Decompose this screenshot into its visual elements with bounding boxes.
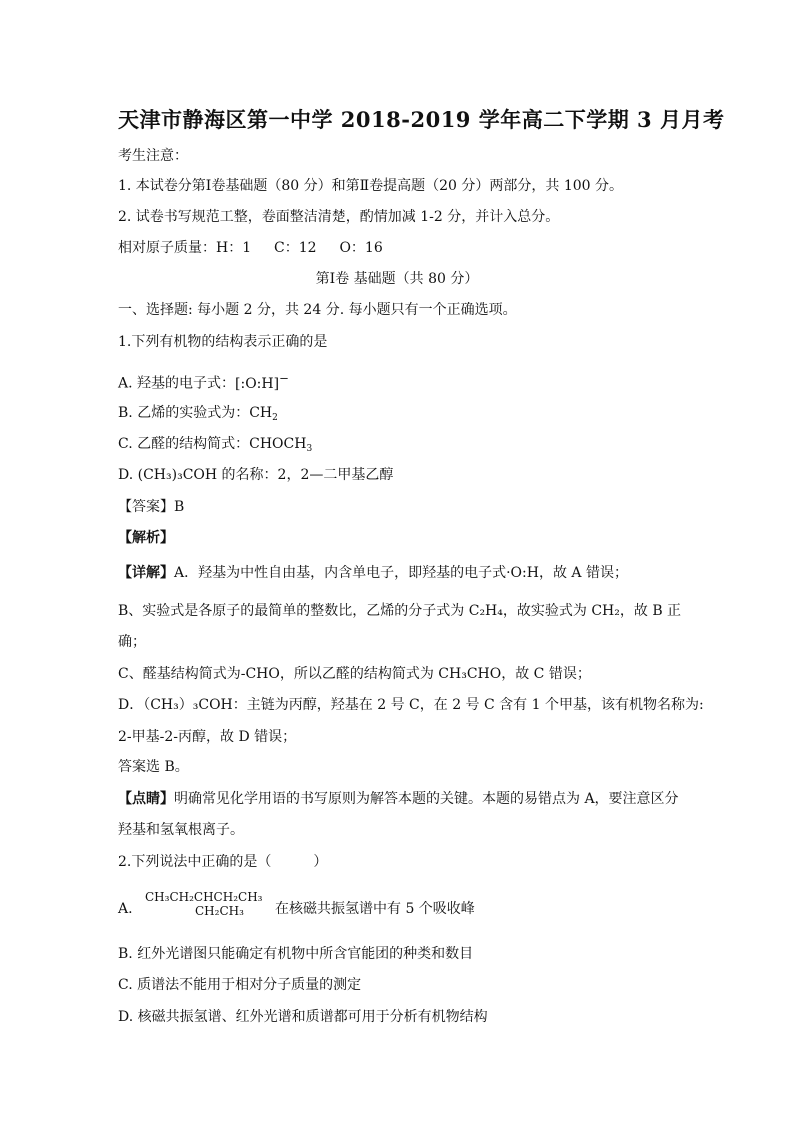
- q1-point-2: 羟基和氢氧根离子。: [118, 822, 244, 838]
- q1-detail-3: C、醛基结构简式为-CHO，所以乙醛的结构简式为 CH₃CHO，故 C 错误；: [118, 666, 591, 682]
- hydroxyl-electron-formula: [235, 374, 279, 394]
- q1-detail-4b: 2-甲基-2-丙醇，故 D 错误；: [118, 729, 297, 745]
- q2-formula-top: CH₃CH₂CHCH₂CH₃: [145, 890, 263, 904]
- detail-label: 【详解】: [118, 565, 174, 581]
- q1-option-b-sub: 2: [272, 413, 278, 423]
- q2-formula-bottom: CH₂CH₃: [195, 904, 244, 918]
- notice-item-1: 1. 本试卷分第Ⅰ卷基础题（80 分）和第Ⅱ卷提高题（20 分）两部分，共 100 分。: [118, 178, 624, 194]
- q2-option-c: C. 质谱法不能用于相对分子质量的测定: [118, 977, 362, 993]
- q1-detail-1: [118, 563, 628, 583]
- q1-analysis-label: 【解析】: [118, 530, 174, 546]
- q1-option-d: D. (CH₃)₃COH 的名称：2，2—二甲基乙醇: [118, 467, 394, 483]
- q2-structure-formula: [145, 890, 262, 918]
- q1-detail-4: D．（CH₃）₃COH：主链为丙醇，羟基在 2 号 C，在 2 号 C 含有 1 个甲基，该有机物名称为:: [118, 697, 704, 713]
- point-label: 【点睛】: [118, 791, 174, 807]
- q1-option-c: [118, 434, 312, 459]
- q1-answer: 【答案】B: [118, 499, 185, 515]
- exam-title: 天津市静海区第一中学 2018-2019 学年高二下学期 3 月月考: [118, 107, 725, 132]
- q1-conclusion: 答案选 B。: [118, 759, 189, 775]
- q2-stem: 2.下列说法中正确的是（ ）: [118, 854, 328, 870]
- notice-item-2: 2. 试卷书写规范工整，卷面整洁清楚，酌情加减 1-2 分，并计入总分。: [118, 209, 560, 225]
- part-heading: 一、选择题: 每小题 2 分，共 24 分. 每小题只有一个正确选项。: [118, 302, 517, 318]
- detail-1-end: ，故 A 错误；: [538, 565, 628, 581]
- q1-detail-2: B、实验式是各原子的最简单的整数比，乙烯的分子式为 C₂H₄，故实验式为 CH₂，故 B 正: [118, 603, 682, 619]
- q2-option-a-text: 在核磁共振氢谱中有 5 个吸收峰: [275, 901, 475, 917]
- q1-option-a-text: A. 羟基的电子式：: [118, 375, 236, 392]
- q1-option-c-text: C. 乙醛的结构简式：CHOCH: [118, 436, 307, 452]
- point-1-text: 明确常见化学用语的书写原则为解答本题的关键。本题的易错点为 A，要注意区分: [174, 791, 679, 807]
- q1-option-a: [118, 368, 289, 394]
- q1-stem: 1.下列有机物的结构表示正确的是: [118, 334, 328, 350]
- section-title: 第Ⅰ卷 基础题（共 80 分）: [315, 271, 479, 287]
- detail-1-text: A．羟基为中性自由基，内含单电子，即羟基的电子式: [174, 565, 507, 581]
- atomic-mass: 相对原子质量：H：1 C：12 O：16: [118, 240, 383, 256]
- q2-option-b: B. 红外光谱图只能确定有机物中所含官能团的种类和数目: [118, 946, 474, 962]
- q1-detail-2b: 确；: [118, 634, 146, 650]
- q1-option-c-sub: 3: [306, 444, 313, 454]
- q1-option-b-text: B. 乙烯的实验式为：CH: [118, 405, 273, 421]
- q1-point-1: [118, 789, 679, 809]
- hydroxyl-formula-text: [:O:H]: [235, 375, 280, 392]
- notice-heading: 考生注意：: [118, 148, 188, 164]
- charge-sign: −: [279, 371, 289, 385]
- q2-option-a-label: A.: [118, 901, 133, 917]
- q2-option-d: D. 核磁共振氢谱、红外光谱和质谱都可用于分析有机物结构: [118, 1009, 488, 1025]
- q1-option-b: [118, 403, 278, 428]
- detail-1-formula: ·O:H: [506, 565, 539, 581]
